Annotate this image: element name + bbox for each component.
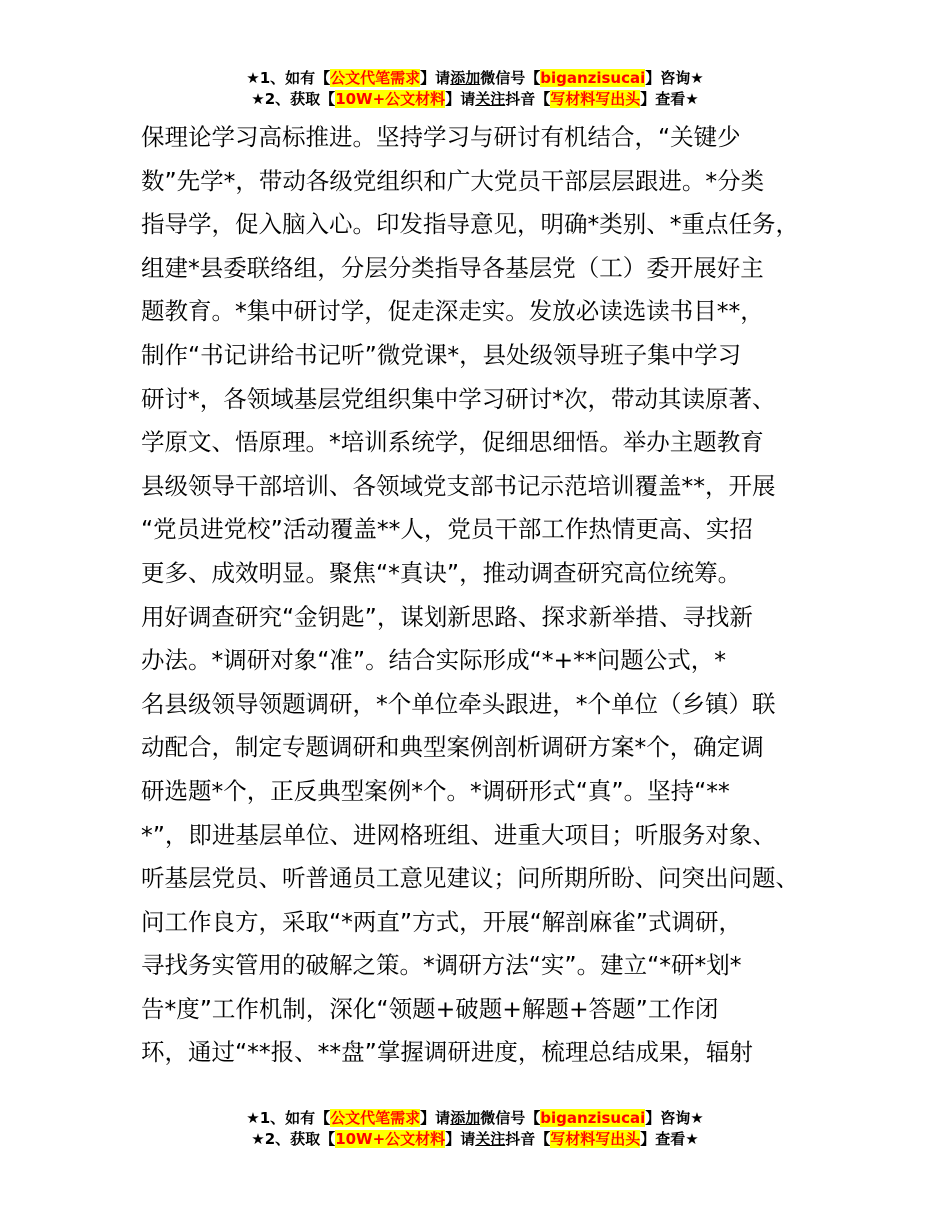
banner-text: 】请 — [420, 1109, 451, 1127]
banner-underlined-text: 关注 — [475, 1130, 506, 1148]
banner-text: 】请 — [445, 90, 476, 108]
banner-underlined-text: 添加 — [450, 1109, 481, 1127]
banner-highlight: 公文代笔需求 — [330, 1109, 421, 1127]
body-line: 保理论学习高标推进。坚持学习与研讨有机结合，“关键少 — [141, 123, 741, 151]
body-line: 办法。*调研对象“准”。结合实际形成“*+**问题公式，* — [141, 646, 726, 675]
banner-text: 】查看★ — [640, 90, 699, 108]
banner-highlight: biganzisucai — [540, 69, 646, 87]
banner-text: 抖音【 — [505, 90, 551, 108]
body-line: *”，即进基层单位、进网格班组、进重大项目；听服务对象、 — [141, 820, 776, 849]
body-line: “党员进党校”活动覆盖**人，党员干部工作热情更高、实招 — [141, 515, 753, 544]
body-line: 研讨*，各领域基层党组织集中学习研讨*次，带动其读原著、 — [141, 384, 776, 413]
body-line: 用好调查研究“金钥匙”，谋划新思路、探求新举措、寻找新 — [141, 602, 753, 631]
banner-underlined-text: 添加 — [450, 69, 481, 87]
banner-text: 】请 — [420, 69, 451, 87]
body-line: 听基层党员、听普通员工意见建议；问所期所盼、问突出问题、 — [141, 864, 799, 893]
banner-highlight: 10W+公文材料 — [335, 1130, 446, 1148]
body-line: 更多、成效明显。聚焦“*真诀”，推动调查研究高位统筹。 — [141, 558, 742, 587]
banner-text: 】查看★ — [640, 1130, 699, 1148]
body-line: 动配合，制定专题调研和典型案例剖析调研方案*个，确定调 — [141, 733, 764, 762]
body-line: 告*度”工作机制，深化“领题+破题+解题+答题”工作闭 — [141, 994, 719, 1023]
banner-text: 】请 — [445, 1130, 476, 1148]
banner-text: 抖音【 — [505, 1130, 551, 1148]
body-line: 环，通过“**报、**盘”掌握调研进度，梳理总结成果，辐射 — [141, 1038, 753, 1067]
body-line: 组建*县委联络组，分层分类指导各基层党（工）委开展好主 — [141, 253, 764, 282]
banner-text: 微信号【 — [480, 69, 541, 87]
banner-line-1 — [0, 1108, 950, 1129]
banner-highlight: 写材料写出头 — [550, 90, 641, 108]
banner-line-2 — [0, 89, 950, 110]
body-line: 名县级领导领题调研，*个单位牵头跟进，*个单位（乡镇）联 — [141, 689, 776, 718]
body-line: 题教育。*集中研讨学，促走深走实。发放必读选读书目**， — [141, 297, 764, 326]
body-line: 寻找务实管用的破解之策。*调研方法“实”。建立“*研*划* — [141, 951, 742, 980]
document-body — [141, 116, 831, 1075]
header-banner — [0, 68, 950, 110]
body-line: 学原文、悟原理。*培训系统学，促细思细悟。举办主题教育 — [141, 428, 764, 457]
banner-line-1 — [0, 68, 950, 89]
banner-text: ★1、如有【 — [246, 69, 331, 87]
banner-underlined-text: 关注 — [475, 90, 506, 108]
body-line: 制作“书记讲给书记听”微党课*，县处级领导班子集中学习 — [141, 340, 742, 369]
banner-text: 微信号【 — [480, 1109, 541, 1127]
banner-text: 】咨询★ — [645, 69, 704, 87]
banner-text: ★2、获取【 — [251, 1130, 336, 1148]
banner-highlight: 公文代笔需求 — [330, 69, 421, 87]
body-line: 研选题*个，正反典型案例*个。*调研形式“真”。坚持“** — [141, 776, 730, 805]
footer-banner — [0, 1108, 950, 1150]
banner-highlight: 写材料写出头 — [550, 1130, 641, 1148]
banner-highlight: 10W+公文材料 — [335, 90, 446, 108]
body-line: 问工作良方，采取“*两直”方式，开展“解剖麻雀”式调研， — [141, 907, 742, 936]
banner-line-2 — [0, 1129, 950, 1150]
body-line: 县级领导干部培训、各领域党支部书记示范培训覆盖**，开展 — [141, 471, 776, 500]
banner-text: ★2、获取【 — [251, 90, 336, 108]
banner-text: ★1、如有【 — [246, 1109, 331, 1127]
body-line: 指导学，促入脑入心。印发指导意见，明确*类别、*重点任务， — [141, 210, 799, 239]
banner-text: 】咨询★ — [645, 1109, 704, 1127]
banner-highlight: biganzisucai — [540, 1109, 646, 1127]
body-line: 数”先学*，带动各级党组织和广大党员干部层层跟进。*分类 — [141, 166, 765, 195]
